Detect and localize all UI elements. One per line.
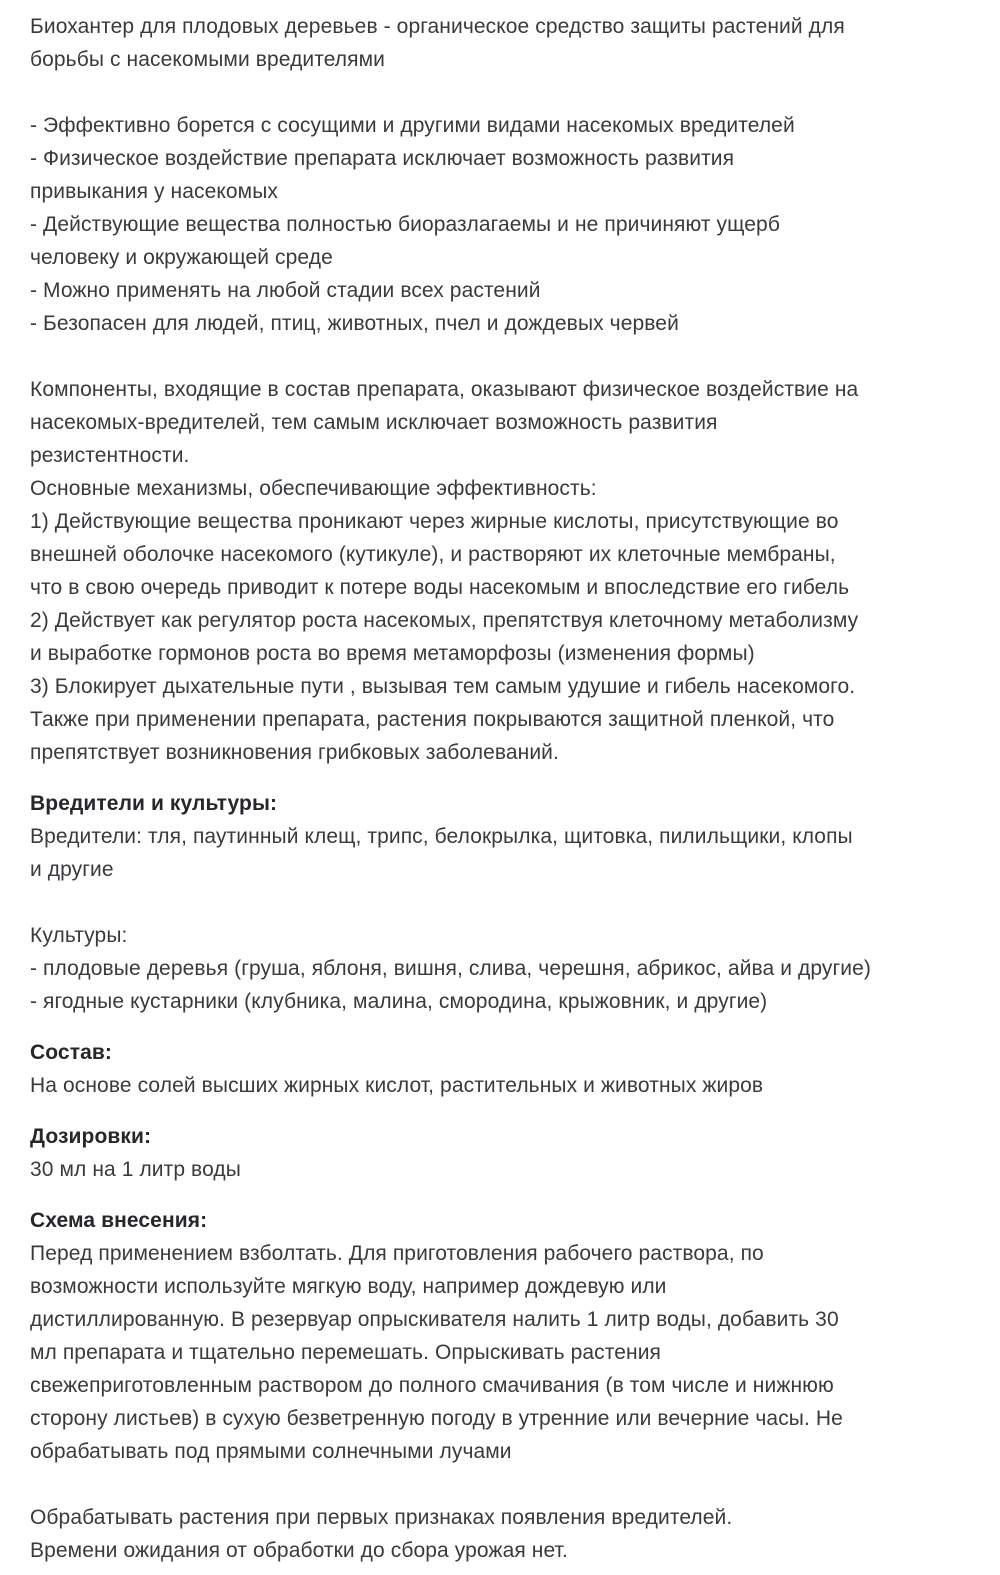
text-line: дистиллированную. В резервуар опрыскивателя налить 1 литр воды, добавить 30 <box>30 1308 839 1331</box>
text-line: сторону листьев) в сухую безветренную погоду в утренние или вечерние часы. Не <box>30 1407 843 1430</box>
text-line: - Эффективно борется с сосущими и другими видами насекомых вредителей <box>30 114 795 137</box>
application-scheme-paragraph <box>30 1237 980 1468</box>
crops-paragraph <box>30 919 980 1018</box>
text-line: - ягодные кустарники (клубника, малина, смородина, крыжовник, и другие) <box>30 990 768 1013</box>
text-line: и выработке гормонов роста во время метаморфозы (изменения формы) <box>30 642 755 665</box>
text-line: препятствует возникновения грибковых заболеваний. <box>30 741 559 764</box>
text-line: обрабатывать под прямыми солнечными лучами <box>30 1440 512 1463</box>
text-line: человеку и окружающей среде <box>30 246 333 269</box>
text-line: насекомых-вредителей, тем самым исключает возможность развития <box>30 411 718 434</box>
text-line: борьбы с насекомыми вредителями <box>30 48 386 71</box>
text-line: 30 мл на 1 литр воды <box>30 1158 241 1181</box>
text-line: Вредители: тля, паутинный клещ, трипс, белокрылка, щитовка, пилильщики, клопы <box>30 825 853 848</box>
text-line: свежеприготовленным раствором до полного смачивания (в том числе и нижнюю <box>30 1374 834 1397</box>
text-line: Основные механизмы, обеспечивающие эффективность: <box>30 477 597 500</box>
pests-paragraph <box>30 820 980 886</box>
text-line: внешней оболочке насекомого (кутикуле), и растворяют их клеточные мембраны, <box>30 543 836 566</box>
text-line: 3) Блокирует дыхательные пути , вызывая тем самым удушие и гибель насекомого. <box>30 675 856 698</box>
text-line: мл препарата и тщательно перемешать. Опрыскивать растения <box>30 1341 662 1364</box>
composition-paragraph <box>30 1069 980 1102</box>
text-line: резистентности. <box>30 444 190 467</box>
text-line: 2) Действует как регулятор роста насекомых, препятствуя клеточному метаболизму <box>30 609 859 632</box>
dosage-heading: Дозировки: <box>30 1125 152 1148</box>
text-line: - плодовые деревья (груша, яблоня, вишня, слива, черешня, абрикос, айва и другие) <box>30 957 871 980</box>
text-line: привыкания у насекомых <box>30 180 279 203</box>
text-line: - Действующие вещества полностью биоразлагаемы и не причиняют ущерб <box>30 213 780 236</box>
pests-and-crops-heading: Вредители и культуры: <box>30 792 278 815</box>
mechanism-paragraph <box>30 373 980 769</box>
text-line: - Безопасен для людей, птиц, животных, пчел и дождевых червей <box>30 312 679 335</box>
text-line: возможности используйте мягкую воду, например дождевую или <box>30 1275 667 1298</box>
text-line: Обрабатывать растения при первых признаках появления вредителей. <box>30 1506 733 1529</box>
text-line: Перед применением взболтать. Для приготовления рабочего раствора, по <box>30 1242 764 1265</box>
benefits-paragraph <box>30 109 980 340</box>
text-line: и другие <box>30 858 114 881</box>
text-line: - Можно применять на любой стадии всех растений <box>30 279 541 302</box>
text-line: Времени ожидания от обработки до сбора урожая нет. <box>30 1539 568 1562</box>
text-line: Культуры: <box>30 924 128 947</box>
text-line: На основе солей высших жирных кислот, растительных и животных жиров <box>30 1074 764 1097</box>
text-line: что в свою очередь приводит к потере воды насекомым и впоследствие его гибель <box>30 576 850 599</box>
text-line: Биохантер для плодовых деревьев - органическое средство защиты растений для <box>30 15 845 38</box>
dosage-paragraph <box>30 1153 980 1186</box>
application-scheme-heading: Схема внесения: <box>30 1209 208 1232</box>
text-line: - Физическое воздействие препарата исключает возможность развития <box>30 147 735 170</box>
text-line: Также при применении препарата, растения покрываются защитной пленкой, что <box>30 708 835 731</box>
text-line: Компоненты, входящие в состав препарата, оказывают физическое воздействие на <box>30 378 859 401</box>
text-line: 1) Действующие вещества проникают через жирные кислоты, присутствующие во <box>30 510 839 533</box>
intro-paragraph <box>30 10 980 76</box>
composition-heading: Состав: <box>30 1041 112 1064</box>
final-notes-paragraph <box>30 1501 980 1567</box>
